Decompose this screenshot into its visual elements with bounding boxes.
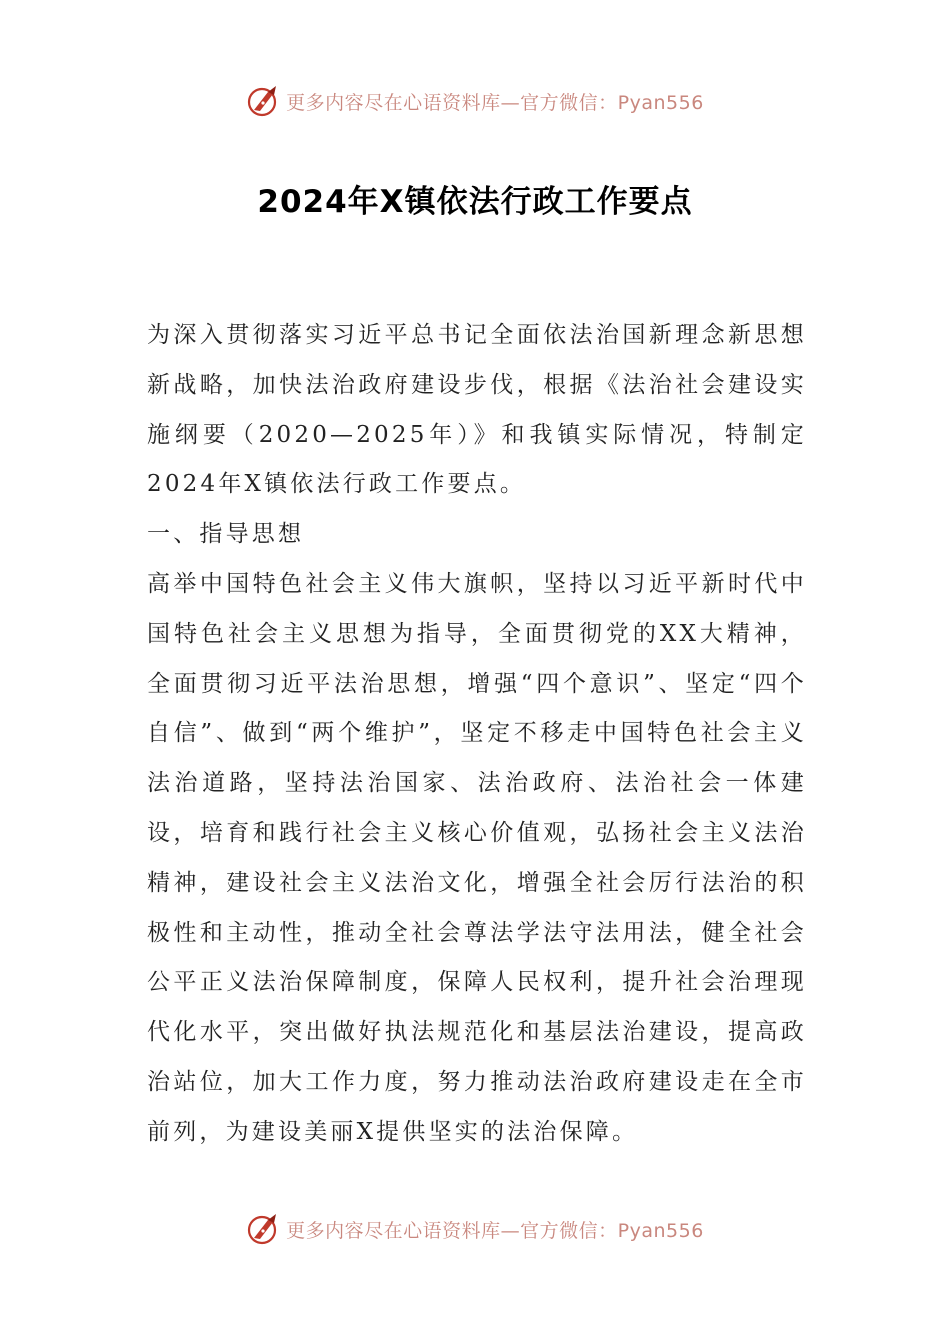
wechat-id: Pyan556 [617, 1219, 704, 1242]
intro-paragraph: 为深入贯彻落实习近平总书记全面依法治国新理念新思想新战略，加快法治政府建设步伐，根据《法治社会建设实施纲要（2020—2025年）》和我镇实际情况，特制定2024年X镇依法行政工作要点。 [147, 322, 807, 498]
banner-text [286, 1216, 704, 1243]
guiding-ideology-paragraph: 高举中国特色社会主义伟大旗帜，坚持以习近平新时代中国特色社会主义思想为指导，全面贯彻党的XX大精神，全面贯彻习近平法治思想，增强“四个意识”、坚定“四个自信”、做到“两个维护”，坚定不移走中国特色社会主义法治道路，坚持法治国家、法治政府、法治社会一体建设，培育和践行社会主义核心价值观，弘扬社会主义法治精神，建设社会主义法治文化，增强全社会厉行法治的积极性和主动性，推动全社会尊法学法守法用法，健全社会公平正义法治保障制度，保障人民权利，提升社会治理现代化水平，突出做好执法规范化和基层法治建设，提高政治站位，加大工作力度，努力推动法治政府建设走在全市前列，为建设美丽X提供坚实的法治保障。 [147, 570, 807, 1145]
banner-text [286, 88, 704, 115]
banner-label: 更多内容尽在心语资料库—官方微信： [286, 1219, 618, 1242]
pen-nib-circle-icon [246, 84, 280, 118]
banner-label: 更多内容尽在心语资料库—官方微信： [286, 91, 618, 114]
document-body [147, 311, 807, 1158]
header-banner [0, 84, 950, 118]
document-title: 2024年X镇依法行政工作要点 [257, 184, 693, 220]
pen-nib-circle-icon [246, 1212, 280, 1246]
section-heading: 一、指导思想 [147, 521, 305, 548]
footer-banner [0, 1212, 950, 1246]
wechat-id: Pyan556 [617, 91, 704, 114]
